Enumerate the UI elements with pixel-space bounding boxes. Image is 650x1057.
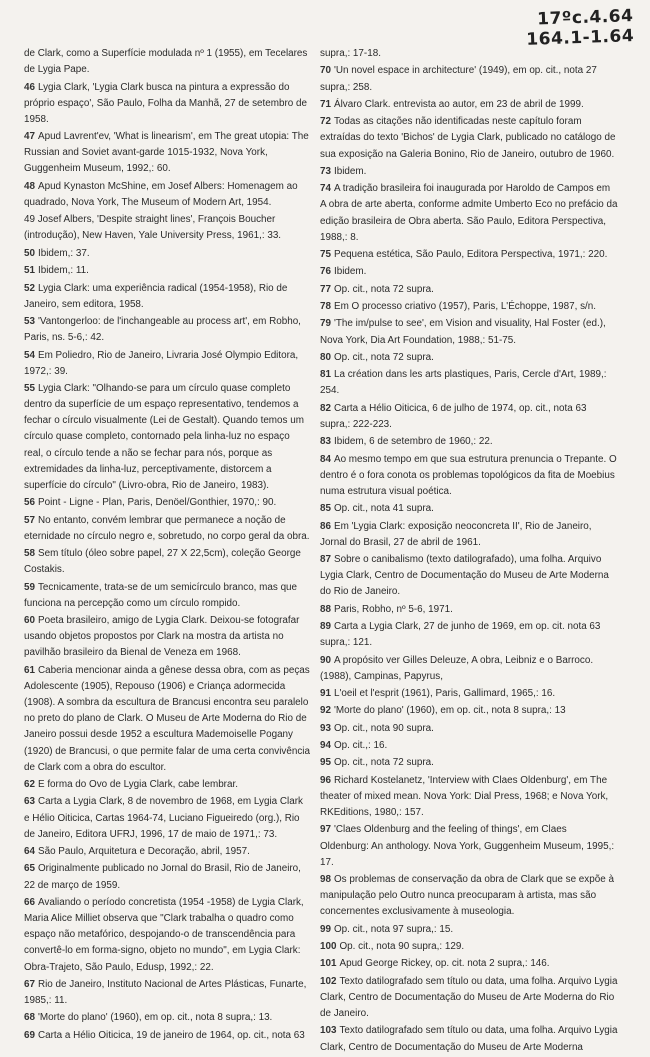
footnote-text: Sem título (óleo sobre papel, 27 X 22,5cm), coleção George Costakis.: [24, 548, 301, 576]
footnote: [320, 755, 618, 771]
footnote-text: 'The im/pulse to see', em Vision and visuality, Hal Foster (ed.), Nova York, Dia Art Foundation, 1988,: 51-75.: [320, 318, 606, 346]
stamp-line-2: 164.1-1.64: [526, 26, 635, 50]
footnote-text: Texto datilografado sem título ou data, uma folha. Arquivo Lygia Clark, Centro de Documentação do Museu de Arte Moderna: [320, 1025, 618, 1053]
footnote-number: 62: [24, 779, 35, 791]
footnote-number: 87: [320, 554, 331, 566]
footnote-number: 46: [24, 81, 35, 93]
footnote-text: Ibidem,: 11.: [37, 265, 89, 277]
footnote-number: 86: [320, 520, 331, 532]
notes-column-left: [24, 46, 310, 1045]
footnote: [320, 602, 618, 618]
footnote: [320, 452, 618, 500]
footnote: [320, 686, 618, 702]
footnote-number: 98: [320, 874, 331, 886]
footnote-number: 71: [320, 98, 331, 110]
footnote: [320, 939, 618, 955]
footnote-number: 54: [24, 349, 35, 361]
footnote-number: 50: [24, 247, 35, 259]
footnote: [24, 129, 310, 177]
footnote: [320, 519, 618, 551]
footnote-number: 52: [24, 282, 35, 294]
footnote-number: 79: [320, 318, 331, 330]
footnote: [320, 922, 618, 938]
footnote-text: Pequena estética, São Paulo, Editora Perspectiva, 1971,: 220.: [333, 249, 608, 260]
footnote-text: E forma do Ovo de Lygia Clark, cabe lembrar.: [37, 779, 238, 791]
footnote-number: 72: [320, 116, 331, 128]
footnote-number: 60: [24, 615, 35, 627]
footnote: [24, 777, 310, 793]
footnote-number: 56: [24, 497, 35, 509]
footnote-number: 103: [320, 1025, 337, 1037]
footnote-text: Richard Kostelanetz, 'Interview with Claes Oldenburg', em The theater of mixed mean. Nova York: Dial Press, 1968; e Nova York, RKEditions, 1980,: 157.: [320, 774, 609, 819]
footnote-text: Lygia Clark, 'Lygia Clark busca na pintura a expressão do próprio espaço', São Paulo, Folha da Manhã, 27 de setembro de 1958.: [24, 81, 307, 125]
footnote-number: 96: [320, 774, 331, 786]
footnote-number: 88: [320, 603, 331, 615]
footnote: [320, 738, 618, 754]
footnote-number: 74: [320, 183, 331, 195]
footnote: [320, 181, 618, 246]
footnote: [320, 316, 618, 348]
footnote: [24, 281, 310, 313]
footnote-number: 73: [320, 165, 331, 177]
footnote: [24, 314, 310, 346]
footnote: [320, 619, 618, 651]
footnote: [24, 580, 310, 612]
footnote-text: A tradição brasileira foi inaugurada por Haroldo de Campos em A obra de arte aberta, conforme admite Umberto Eco no prefácio da edição brasileira de Obra aberta. São Paulo, Editora Perspectiva, 1988,: 8.: [320, 183, 618, 243]
footnote-text: Poeta brasileiro, amigo de Lygia Clark. Deixou-se fotografar usando objetos propostos por Clark na mostra da artista no pavilhão brasileiro da Bienal de Veneza em 1968.: [24, 615, 300, 659]
footnote-text: Apud Lavrent'ev, 'What is linearism', em The great utopia: The Russian and Soviet avant-garde 1015-1932, Nova York, Guggenheim Museum, 1992,: 60.: [24, 131, 309, 175]
footnote-number: 47: [24, 131, 35, 143]
footnote: [24, 179, 310, 211]
footnote-number: 95: [320, 757, 331, 769]
footnote-number: 77: [320, 283, 331, 295]
footnote-number: 53: [24, 316, 35, 327]
footnote: [24, 1028, 310, 1044]
footnote: [24, 246, 310, 262]
footnote-text: Os problemas de conservação da obra de Clark que se expõe à manipulação pelo Outro nunca preocuparam à artista, mas são concernentes exclusivamente à museologia.: [320, 874, 614, 918]
footnote-text: Em Poliedro, Rio de Janeiro, Livraria José Olympio Editora, 1972,: 39.: [24, 349, 299, 377]
footnote-number: 59: [24, 581, 35, 593]
footnote-text: Sobre o canibalismo (texto datilografado), uma folha. Arquivo Lygia Clark, Centro de Documentação do Museu de Arte Moderna do Rio de Janeiro.: [320, 554, 609, 598]
footnote-number: 82: [320, 402, 331, 414]
footnote-text: No entanto, convém lembrar que permanece a noção de eternidade no círculo negro e, sobretudo, no corpo geral da obra.: [24, 514, 310, 542]
footnote-text: Lygia Clark: "Olhando-se para um círculo quase completo dentro da superfície de um espaço representativo, tendemos a fechar o círculo visualmente (Lei de Gestalt). Quando temos um círculo quase completo, contornado pela linha-luz no espaço real, o círculo tende a não se fechar para nós, porque as extremidades da linha-luz, perceptivamente, distorcem a superfície do círculo" (Livro-obra, Rio de Janeiro, 1983).: [24, 383, 304, 491]
footnote: [320, 367, 618, 399]
footnote: [320, 46, 618, 62]
footnote-text: Op. cit., nota 97 supra,: 15.: [333, 923, 454, 935]
footnote-number: 51: [24, 265, 35, 277]
footnote-number: 84: [320, 453, 331, 465]
footnote-text: 'Claes Oldenburg and the feeling of things', em Claes Oldenburg: An anthology. Nova York, Guggenheim Museum, 1995,: 17.: [320, 824, 615, 868]
footnote: [320, 164, 618, 180]
footnote-number: 69: [24, 1029, 35, 1041]
footnote-number: 63: [24, 796, 35, 808]
footnote: [24, 977, 310, 1009]
footnote-text: Texto datilografado sem título ou data, uma folha. Arquivo Lygia Clark, Centro de Documentação do Museu de Arte Moderna do Rio de Janeiro.: [320, 975, 618, 1020]
footnote-number: 80: [320, 351, 331, 363]
notes-column-right: [320, 46, 618, 1057]
footnote: [320, 1023, 618, 1055]
footnote-text: Álvaro Clark. entrevista ao autor, em 23 de abril de 1999.: [333, 98, 584, 110]
footnote-text: Tecnicamente, trata-se de um semicírculo branco, mas que funciona na percepção como um círculo rompido.: [24, 581, 298, 609]
footnote-number: 68: [24, 1012, 35, 1024]
footnote-text: Ibidem,: 37.: [37, 247, 90, 259]
footnote-text: Carta a Lygia Clark, 27 de junho de 1969, em op. cit. nota 63 supra,: 121.: [320, 621, 601, 649]
footnote: [320, 350, 618, 366]
footnote-text: Todas as citações não identificadas neste capítulo foram extraídas do texto 'Bichos' de Lygia Clark, publicado no catálogo de sua exposição na Galeria Bonino, Rio de Janeiro, outubro de 1960.: [320, 116, 616, 160]
footnote-number: 65: [24, 863, 35, 875]
footnote: [320, 401, 618, 433]
footnote: [24, 46, 310, 78]
footnote-text: Op. cit., nota 72 supra.: [333, 283, 434, 295]
footnote-number: 89: [320, 621, 331, 633]
footnote: [320, 974, 618, 1022]
footnote-text: Point - Ligne - Plan, Paris, Denöel/Gonthier, 1970,: 90.: [37, 497, 277, 509]
footnote: [320, 721, 618, 737]
footnote-text: 49 Josef Albers, 'Despite straight lines', François Boucher (introdução), New Haven, Yale University Press, 1961,: 33.: [24, 214, 282, 242]
footnote-text: Ibidem.: [333, 165, 367, 177]
footnote-number: 55: [24, 383, 35, 394]
footnote: [320, 299, 618, 315]
footnote-text: 'Morte do plano' (1960), em op. cit., nota 8 supra,: 13.: [37, 1012, 273, 1024]
footnote-text: supra,: 17-18.: [320, 48, 381, 59]
footnote: [320, 63, 618, 95]
footnote: [24, 1010, 310, 1026]
footnote-number: 58: [24, 548, 35, 560]
footnote: [24, 663, 310, 776]
footnote-text: Apud George Rickey, op. cit. nota 2 supra,: 146.: [339, 958, 550, 970]
footnote-number: 70: [320, 65, 331, 77]
footnote-text: Op. cit., nota 41 supra.: [333, 503, 434, 515]
footnote-number: 93: [320, 722, 331, 734]
footnote-text: Avaliando o período concretista (1954 -1958) de Lygia Clark, Maria Alice Milliet observa que "Clark trabalha o quadro como espaço não metafórico, despojando-o de transcendência para convertê-lo em forma-signo, objeto no mundo", em Lygia Clark: Obra-Trajeto, São Paulo, Edusp, 1992,: 22.: [24, 896, 304, 973]
footnote: [24, 861, 310, 893]
footnote-text: São Paulo, Arquitetura e Decoração, abril, 1957.: [37, 846, 250, 858]
footnote-text: 'Un novel espace in architecture' (1949), em op. cit., nota 27 supra,: 258.: [320, 65, 597, 93]
footnote: [24, 895, 310, 976]
footnote-text: Carta a Hélio Oiticica, 6 de julho de 1974, op. cit., nota 63 supra,: 222-223.: [320, 402, 587, 430]
footnote: [320, 653, 618, 685]
footnote: [24, 546, 310, 578]
footnote-text: 'Vantongerloo: de l'inchangeable au process art', em Robho, Paris, ns. 5-6,: 42.: [24, 316, 301, 344]
footnote: [320, 97, 618, 113]
footnote-number: 102: [320, 975, 337, 987]
footnote-number: 76: [320, 266, 331, 278]
footnote-number: 94: [320, 740, 331, 752]
footnote: [320, 264, 618, 280]
footnote: [24, 212, 310, 244]
footnote-text: Op. cit., nota 90 supra,: 129.: [339, 941, 465, 953]
footnote-text: Ao mesmo tempo em que sua estrutura prenuncia o Trepante. O dentro é o fora conota os problemas topológicos da fita de Moebius numa estrutura visual poética.: [320, 453, 617, 497]
footnote: [320, 773, 618, 821]
footnote-text: Em 'Lygia Clark: exposição neoconcreta II', Rio de Janeiro, Jornal do Brasil, 27 de abril de 1961.: [320, 520, 592, 548]
footnote-number: 48: [24, 180, 35, 192]
footnote: [24, 263, 310, 279]
footnote-number: 81: [320, 369, 331, 381]
footnote-text: de Clark, como a Superfície modulada nº 1 (1955), em Tecelares de Lygia Pape.: [24, 48, 308, 76]
footnote: [24, 495, 310, 511]
footnote: [24, 613, 310, 661]
footnote-text: 'Morte do plano' (1960), em op. cit., nota 8 supra,: 13: [333, 705, 566, 717]
footnote-text: L'oeil et l'esprit (1961), Paris, Gallimard, 1965,: 16.: [333, 688, 556, 700]
footnote: [320, 703, 618, 719]
footnote: [320, 822, 618, 870]
footnote: [320, 247, 618, 263]
footnote: [24, 513, 310, 545]
footnote-text: La création dans les arts plastiques, Paris, Cercle d'Art, 1989,: 254.: [320, 369, 607, 397]
footnote-text: Apud Kynaston McShine, em Josef Albers: Homenagem ao quadrado, Nova York, The Museum of Modern Art, 1954.: [24, 180, 298, 208]
footnote-number: 78: [320, 301, 331, 313]
footnote-number: 67: [24, 978, 35, 990]
footnote-text: Carta a Hélio Oiticica, 19 de janeiro de 1964, op. cit., nota 63: [37, 1029, 305, 1041]
footnote-number: 64: [24, 846, 35, 858]
archive-stamp: [526, 6, 635, 50]
footnote-number: 91: [320, 688, 331, 700]
footnote: [24, 844, 310, 860]
footnote-text: Rio de Janeiro, Instituto Nacional de Artes Plásticas, Funarte, 1985,: 11.: [24, 978, 307, 1007]
footnote-number: 85: [320, 503, 331, 515]
footnote-text: Lygia Clark: uma experiência radical (1954-1958), Rio de Janeiro, sem editora, 1958.: [24, 282, 288, 310]
footnote: [320, 282, 618, 298]
footnote-text: Caberia mencionar ainda a gênese dessa obra, com as peças Adolescente (1905), Repouso (1906) e Criança adormecida (1908). A sombra da escultura de Brancusi encontra seu paralelo no preto do plano de Clark. O Museu de Arte Moderna do Rio de Janeiro possui desde 1952 a escultura Mademoiselle Pogany (1920) de Brancusi, o que permite falar de uma certa convivência de Clark com a obra do escultor.: [24, 664, 310, 773]
footnote: [24, 794, 310, 842]
footnote-number: 83: [320, 436, 331, 448]
footnote: [320, 501, 618, 517]
footnote-text: Ibidem.: [333, 266, 367, 278]
footnote-number: 100: [320, 941, 337, 953]
footnote-text: Ibidem, 6 de setembro de 1960,: 22.: [333, 436, 493, 448]
stamp-line-1: 17ºc.4.64: [537, 6, 634, 30]
footnote: [24, 80, 310, 128]
footnote-text: Op. cit.,: 16.: [333, 740, 388, 752]
footnote: [24, 381, 310, 494]
footnote: [320, 434, 618, 450]
footnote-number: 61: [24, 664, 35, 676]
footnote-number: 99: [320, 923, 331, 935]
footnote-text: Carta a Lygia Clark, 8 de novembro de 1968, em Lygia Clark e Hélio Oiticica, Cartas 1964-74, Luciano Figueiredo (org.), Rio de Janeiro, Editora UFRJ, 1996, 17 de maio de 1971,: 73.: [24, 796, 303, 840]
footnote-number: 97: [320, 824, 331, 836]
footnote-text: Op. cit., nota 90 supra.: [333, 722, 434, 734]
footnote-text: Op. cit., nota 72 supra.: [333, 351, 434, 363]
footnote-number: 90: [320, 654, 331, 666]
footnote-text: Paris, Robho, nº 5-6, 1971.: [333, 603, 453, 615]
footnote-text: Originalmente publicado no Jornal do Brasil, Rio de Janeiro, 22 de março de 1959.: [24, 863, 301, 891]
footnote: [24, 348, 310, 380]
footnote-number: 92: [320, 705, 331, 717]
footnote-number: 75: [320, 249, 331, 260]
footnote: [320, 956, 618, 972]
footnote-number: 66: [24, 896, 35, 908]
footnote-text: Op. cit., nota 72 supra.: [333, 757, 434, 769]
footnote-text: Em O processo criativo (1957), Paris, L'Échoppe, 1987, s/n.: [333, 301, 597, 313]
footnote-number: 101: [320, 958, 337, 970]
footnote: [320, 114, 618, 162]
footnote: [320, 552, 618, 600]
footnote-number: 57: [24, 514, 35, 526]
footnote-text: A propósito ver Gilles Deleuze, A obra, Leibniz e o Barroco. (1988), Campinas, Papyrus,: [320, 654, 594, 682]
footnote: [320, 872, 618, 920]
